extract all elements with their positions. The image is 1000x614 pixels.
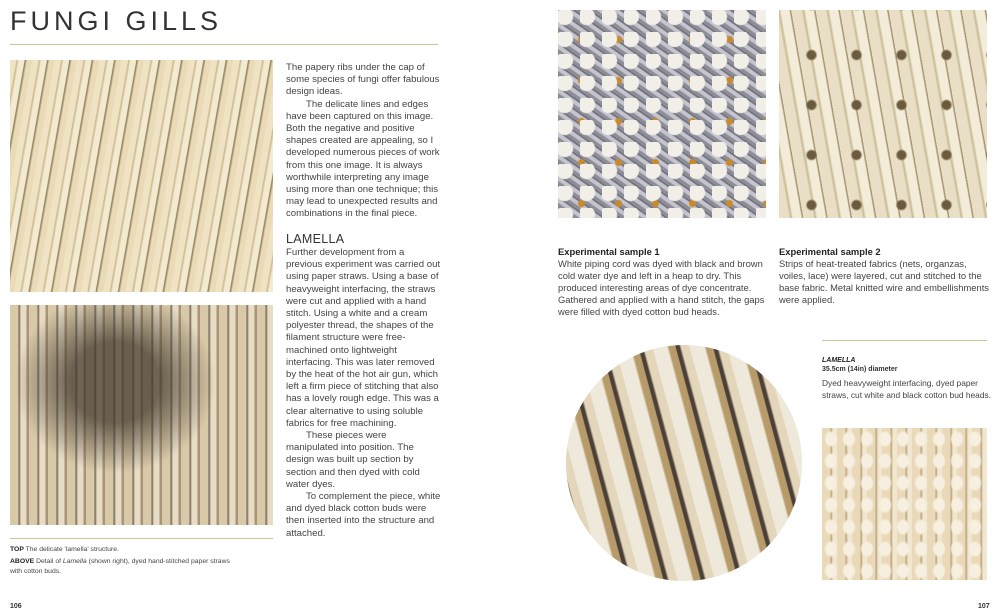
- intro-text: [286, 62, 441, 221]
- lamella-title: LAMELLA: [822, 357, 856, 364]
- page-title: FUNGI GILLS: [10, 6, 223, 36]
- caption-above: [10, 557, 235, 576]
- paper-straws-detail-photo: [10, 305, 273, 525]
- section-heading: LAMELLA: [286, 232, 345, 246]
- caption-label: TOP: [10, 546, 24, 553]
- caption-text: Detail of: [36, 558, 63, 565]
- lamella-circular-artwork: [566, 345, 802, 581]
- title-divider: [10, 44, 438, 45]
- page-number-left: 106: [10, 603, 22, 610]
- intro-paragraph: The papery ribs under the cap of some species of fungi offer fabulous design ideas.: [286, 62, 440, 98]
- lamella-straws-photo: [822, 428, 987, 580]
- sample1-heading: Experimental sample 1: [558, 246, 660, 257]
- sample1-photo: [558, 10, 766, 218]
- lamella-divider: [822, 340, 987, 341]
- fungi-gills-photo: [10, 60, 273, 292]
- lamella-size: 35.5cm (14in) diameter: [822, 366, 898, 373]
- section-text: [286, 247, 441, 540]
- caption-label: ABOVE: [10, 558, 35, 565]
- sample2-text: Strips of heat-treated fabrics (nets, organzas, voiles, lace) were layered, cut and stitched to the base fabric. Metal knitted wire and embellishments were applied.: [779, 258, 989, 305]
- caption-top: [10, 545, 250, 555]
- intro-paragraph: The delicate lines and edges have been captured on this image. Both the negative and positive shapes created are appealing, so I developed numerous pieces of work from this one image. It is always worthwhile interpreting any image using more than one technique; this may lead to unexpected results and combinations in the final piece.: [286, 98, 440, 220]
- section-paragraph: These pieces were manipulated into position. The design was built up section by section and then dyed with cold water dyes.: [286, 430, 420, 490]
- section-paragraph: Further development from a previous experiment was carried out using paper straws. Using a base of heavyweight interfacing, the straws were cut and applied with a hand stitch. Using a white and a cream polyester thread, the shapes of the filament structure were free-machined onto lightweight interfacing. This was later removed by the heat of the hot air gun, which left a firm piece of stitching that also has a lovely rough edge. This was a clear alternative to using soluble fabrics for free machining.: [286, 247, 441, 429]
- sample2-photo: [779, 10, 987, 218]
- sample2-heading: Experimental sample 2: [779, 246, 881, 257]
- lamella-description: Dyed heavyweight interfacing, dyed paper straws, cut white and black cotton bud heads.: [822, 378, 991, 400]
- caption-text: The delicate 'lamella' structure.: [25, 546, 119, 553]
- page-number-right: 107: [978, 603, 990, 610]
- sample1-text: White piping cord was dyed with black and brown cold water dye and left in a heap to dry. This produced interesting areas of dye concentrate. Gathered and applied with a hand stitch, the gaps were filled with dyed cotton bud heads.: [558, 258, 765, 317]
- caption-text: (shown right), dyed hand-stitched paper straws with cotton buds.: [10, 558, 230, 575]
- caption-italic: Lamella: [62, 558, 87, 565]
- section-paragraph: To complement the piece, white and dyed black cotton buds were then inserted into the structure and attached.: [286, 491, 441, 539]
- caption-divider: [10, 538, 273, 539]
